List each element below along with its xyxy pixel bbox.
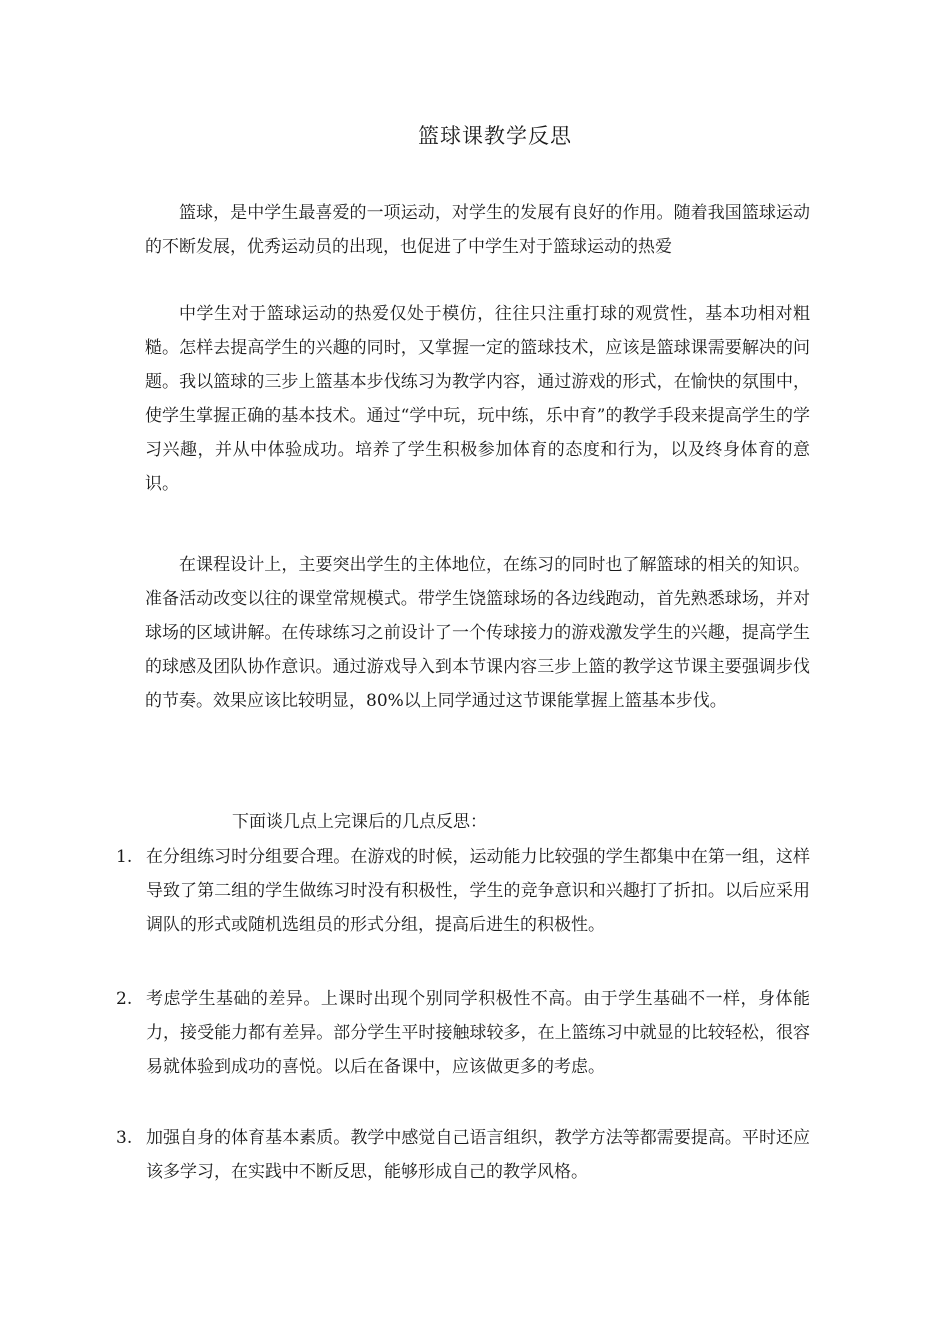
body-paragraph-2: 中学生对于篮球运动的热爱仅处于模仿，往往只注重打球的观赏性，基本功相对粗糙。怎样去提高学生的兴趣的同时，又掌握一定的篮球技术，应该是篮球课需要解决的问题。我以篮球的三步上篮基本步伐练习为教学内容，通过游戏的形式，在愉快的氛围中，使学生掌握正确的基本技术。通过“学中玩，玩中练，乐中育”的教学手段来提高学生的学习兴趣，并从中体验成功。培养了学生积极参加体育的态度和行为，以及终身体育的意识。	[145, 304, 810, 494]
reflection-item-2	[116, 982, 810, 1084]
reflection-text: 加强自身的体育基本素质。教学中感觉自己语言组织，教学方法等都需要提高。平时还应该多学习，在实践中不断反思，能够形成自己的教学风格。	[146, 1128, 810, 1182]
reflection-item-1	[116, 840, 810, 942]
body-paragraph-3: 在课程设计上，主要突出学生的主体地位，在练习的同时也了解篮球的相关的知识。准备活动改变以往的课堂常规模式。带学生饶篮球场的各边线跑动，首先熟悉球场，并对球场的区域讲解。在传球练习之前设计了一个传球接力的游戏激发学生的兴趣，提高学生的球感及团队协作意识。通过游戏导入到本节课内容三步上篮的教学这节课主要强调步伐的节奏。效果应该比较明显，80%以上同学通过这节课能掌握上篮基本步伐。	[145, 555, 810, 711]
reflection-number: 2.	[116, 989, 133, 1009]
reflection-intro: 下面谈几点上完课后的几点反思：	[232, 812, 487, 832]
body-paragraph-1: 篮球，是中学生最喜爱的一项运动，对学生的发展有良好的作用。随着我国篮球运动的不断发展，优秀运动员的出现，也促进了中学生对于篮球运动的热爱	[145, 203, 810, 257]
reflection-text: 考虑学生基础的差异。上课时出现个别同学积极性不高。由于学生基础不一样，身体能力，接受能力都有差异。部分学生平时接触球较多，在上篮练习中就显的比较轻松，很容易就体验到成功的喜悦。以后在备课中，应该做更多的考虑。	[146, 989, 810, 1077]
reflection-number: 1.	[116, 847, 133, 867]
reflection-item-3	[116, 1121, 810, 1189]
reflection-number: 3.	[116, 1128, 133, 1148]
reflection-text: 在分组练习时分组要合理。在游戏的时候，运动能力比较强的学生都集中在第一组，这样导致了第二组的学生做练习时没有积极性，学生的竞争意识和兴趣打了折扣。以后应采用调队的形式或随机选组员的形式分组，提高后进生的积极性。	[146, 847, 810, 935]
document-title: 篮球课教学反思	[418, 124, 572, 148]
